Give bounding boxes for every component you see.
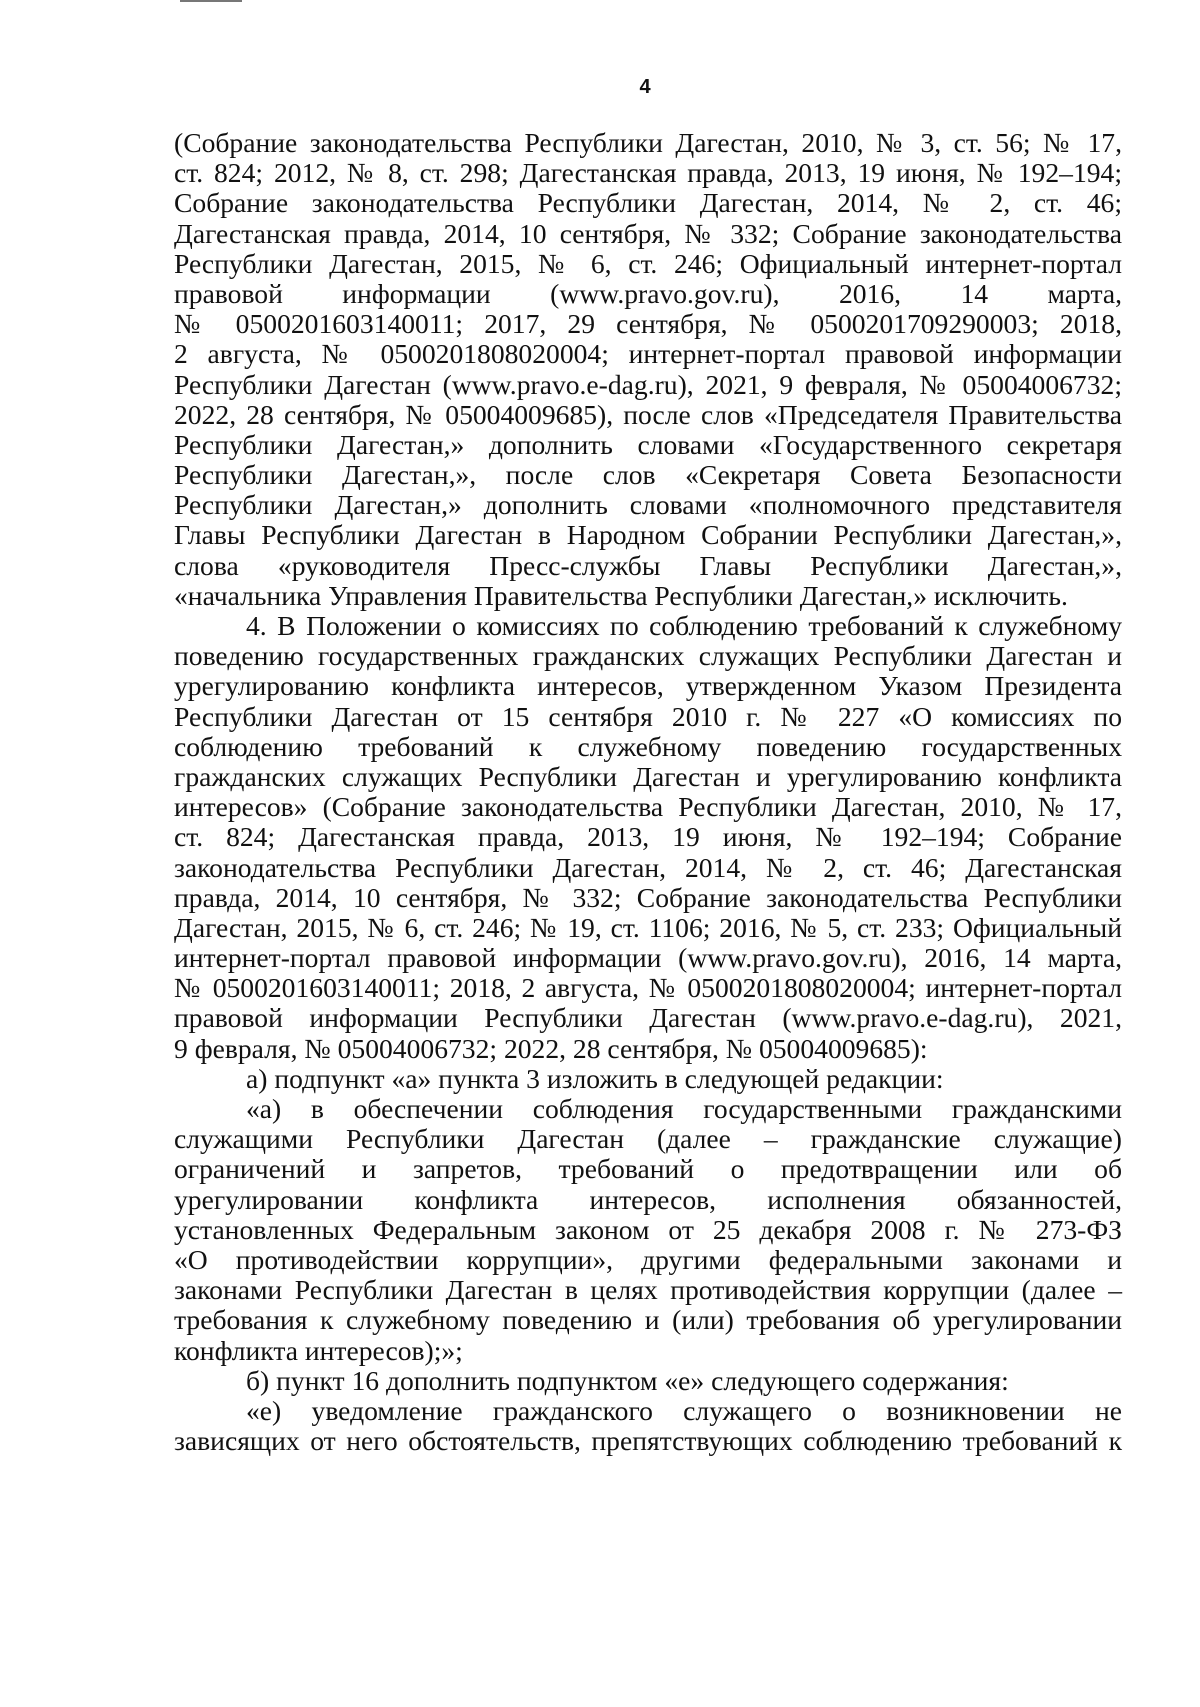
scan-artifact-top bbox=[180, 0, 242, 2]
text-line: соблюдению требований к служебному поведению государственных bbox=[174, 730, 1122, 762]
text-line: урегулированию конфликта интересов, утвержденном Указом Президента bbox=[174, 670, 1122, 702]
text-line: № 0500201603140011; 2017, 29 сентября, № 0500201709290003; 2018, bbox=[174, 308, 1122, 340]
text-line: интернет-портал правовой информации (www.pravo.gov.ru), 2016, 14 марта, bbox=[174, 942, 1122, 974]
text-line: Дагестанская правда, 2014, 10 сентября, № 332; Собрание законодательства bbox=[174, 217, 1122, 249]
text-line: «е) уведомление гражданского служащего о возникновении не bbox=[246, 1394, 1122, 1426]
text-line: Республики Дагестан,», после слов «Секретаря Совета Безопасности bbox=[174, 459, 1122, 491]
text-line: Республики Дагестан,» дополнить словами «полномочного представителя bbox=[174, 489, 1122, 521]
document-body bbox=[174, 128, 1122, 1456]
text-line: «О противодействии коррупции», другими федеральными законами и bbox=[174, 1243, 1122, 1275]
text-line: ст. 824; 2012, № 8, ст. 298; Дагестанская правда, 2013, 19 июня, № 192–194; bbox=[174, 157, 1122, 189]
text-line: 4. В Положении о комиссиях по соблюдению требований к служебному bbox=[246, 610, 1122, 641]
text-line: правовой информации (www.pravo.gov.ru), 2016, 14 марта, bbox=[174, 277, 1122, 309]
text-line: гражданских служащих Республики Дагестан и урегулированию конфликта bbox=[174, 760, 1122, 792]
text-line: 2022, 28 сентября, № 05004009685), после слов «Председателя Правительства bbox=[174, 398, 1122, 430]
text-line: Республики Дагестан (www.pravo.e-dag.ru), 2021, 9 февраля, № 05004006732; bbox=[174, 368, 1122, 400]
text-line: «начальника Управления Правительства Республики Дагестан,» исключить. bbox=[174, 579, 1068, 611]
text-line: № 0500201603140011; 2018, 2 августа, № 0500201808020004; интернет-портал bbox=[174, 972, 1122, 1004]
text-line: слова «руководителя Пресс-службы Главы Республики Дагестан,», bbox=[174, 549, 1122, 581]
text-line: интересов» (Собрание законодательства Республики Дагестан, 2010, № 17, bbox=[174, 791, 1122, 823]
text-line: конфликта интересов);»; bbox=[174, 1334, 463, 1366]
text-line: зависящих от него обстоятельств, препятствующих соблюдению требований к bbox=[174, 1425, 1122, 1457]
text-line: б) пункт 16 дополнить подпунктом «е» следующего содержания: bbox=[246, 1364, 1009, 1396]
text-line: а) подпункт «а» пункта 3 изложить в следующей редакции: bbox=[246, 1062, 944, 1094]
text-line: 2 августа, № 0500201808020004; интернет-портал правовой информации bbox=[174, 338, 1122, 370]
text-line: служащими Республики Дагестан (далее – гражданские служащие) bbox=[174, 1123, 1122, 1155]
text-line: поведению государственных гражданских служащих Республики Дагестан и bbox=[174, 640, 1122, 672]
text-line: (Собрание законодательства Республики Дагестан, 2010, № 3, ст. 56; № 17, bbox=[174, 127, 1122, 158]
text-line: «а) в обеспечении соблюдения государственными гражданскими bbox=[246, 1093, 1122, 1124]
text-line: установленных Федеральным законом от 25 декабря 2008 г. № 273-ФЗ bbox=[174, 1213, 1122, 1245]
text-line: Собрание законодательства Республики Дагестан, 2014, № 2, ст. 46; bbox=[174, 187, 1122, 219]
text-line: ограничений и запретов, требований о предотвращении или об bbox=[174, 1153, 1122, 1185]
text-line: законодательства Республики Дагестан, 2014, № 2, ст. 46; Дагестанская bbox=[174, 851, 1122, 883]
text-line: 9 февраля, № 05004006732; 2022, 28 сентября, № 05004009685): bbox=[174, 1032, 928, 1064]
text-line: Дагестан, 2015, № 6, ст. 246; № 19, ст. 1106; 2016, № 5, ст. 233; Официальный bbox=[174, 911, 1122, 943]
text-line: урегулировании конфликта интересов, исполнения обязанностей, bbox=[174, 1183, 1122, 1215]
page-number: 4 bbox=[639, 76, 651, 98]
text-line: правда, 2014, 10 сентября, № 332; Собрание законодательства Республики bbox=[174, 881, 1122, 913]
text-line: Республики Дагестан от 15 сентября 2010 г. № 227 «О комиссиях по bbox=[174, 700, 1122, 732]
text-line: Республики Дагестан,» дополнить словами «Государственного секретаря bbox=[174, 428, 1122, 460]
text-line: Главы Республики Дагестан в Народном Собрании Республики Дагестан,», bbox=[174, 519, 1122, 551]
text-line: правовой информации Республики Дагестан (www.pravo.e-dag.ru), 2021, bbox=[174, 1002, 1122, 1034]
text-line: законами Республики Дагестан в целях противодействия коррупции (далее – bbox=[174, 1274, 1122, 1306]
text-line: Республики Дагестан, 2015, № 6, ст. 246; Официальный интернет-портал bbox=[174, 247, 1122, 279]
text-line: ст. 824; Дагестанская правда, 2013, 19 июня, № 192–194; Собрание bbox=[174, 821, 1122, 853]
text-line: требования к служебному поведению и (или) требования об урегулировании bbox=[174, 1304, 1122, 1336]
